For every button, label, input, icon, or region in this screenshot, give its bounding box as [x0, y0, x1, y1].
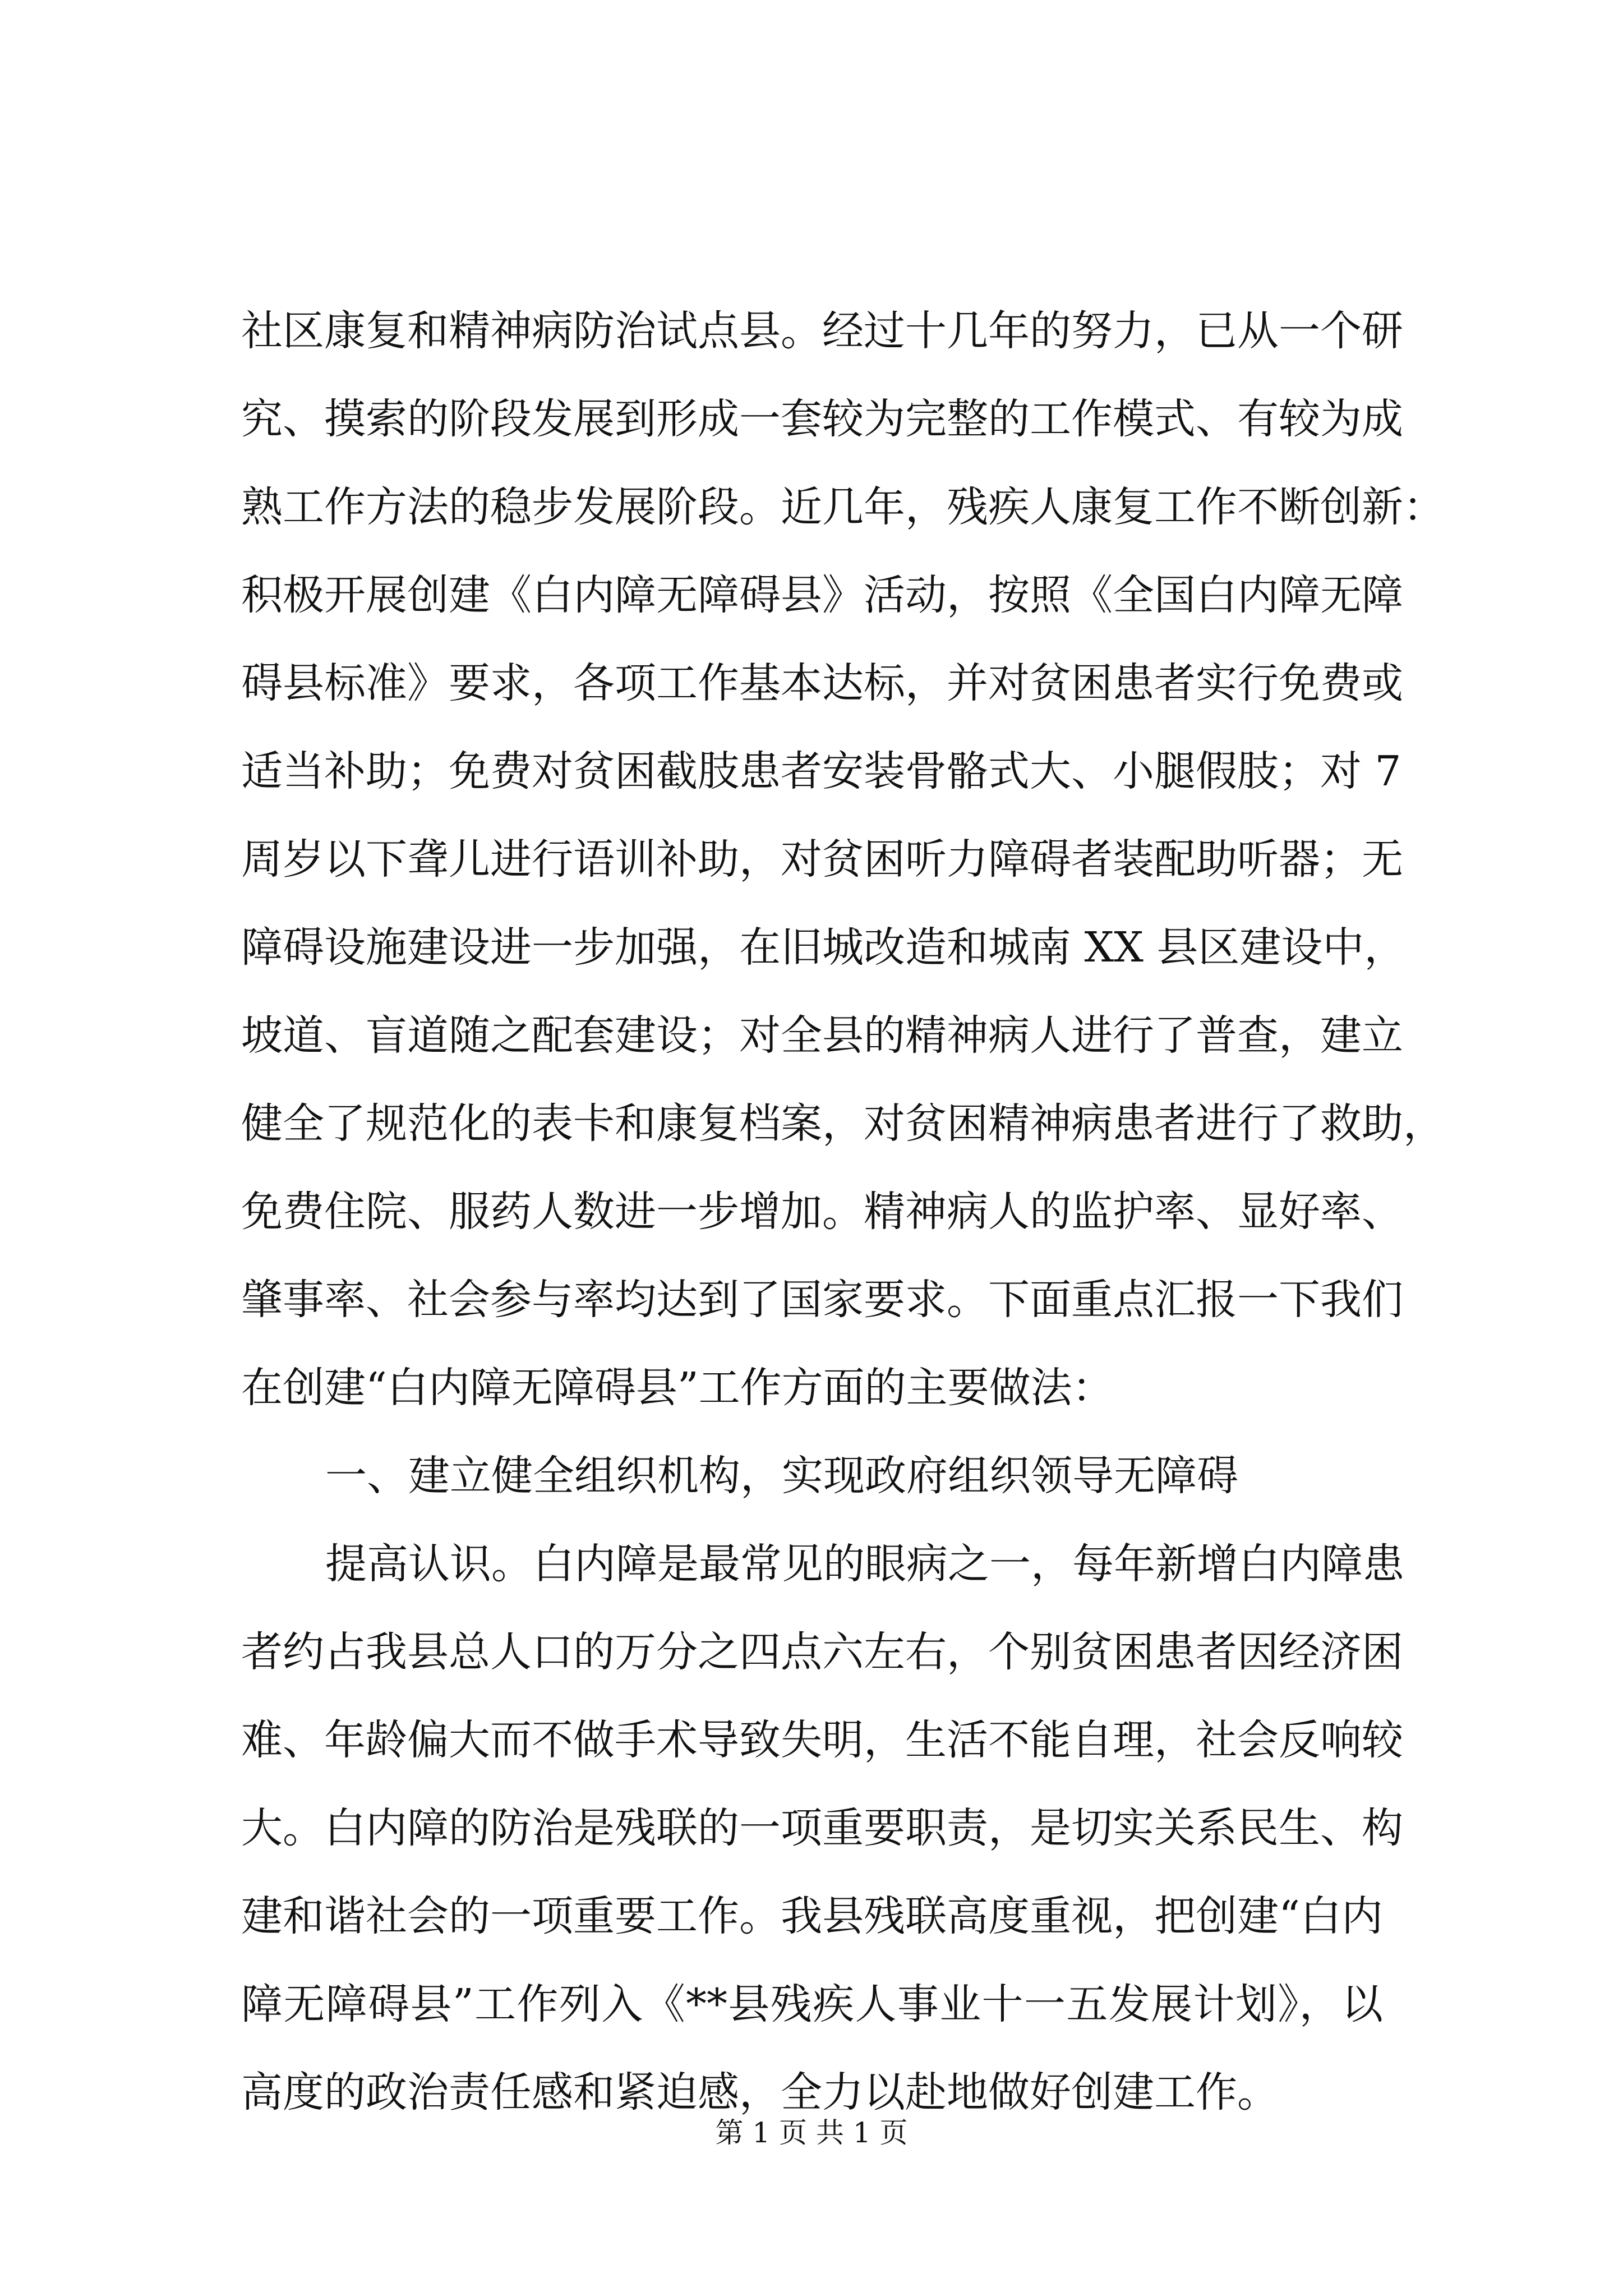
- text-line: 高度的政治责任感和紧迫感，全力以赴地做好创建工作。: [241, 2068, 1279, 2116]
- text-line: 周岁以下聋儿进行语训补助，对贫困听力障碍者装配助听器；无: [241, 835, 1403, 884]
- text-line: 免费住院、服药人数进一步增加。精神病人的监护率、显好率、: [241, 1188, 1403, 1236]
- text-line: 障无障碍县”工作列入《**县残疾人事业十一五发展计划》，以: [241, 1980, 1383, 2028]
- text-line: 者约占我县总人口的万分之四点六左右，个别贫困患者因经济困: [241, 1628, 1403, 1676]
- text-line: 障碍设施建设进一步加强，在旧城改造和城南 XX 县区建设中，: [241, 923, 1406, 972]
- page-footer: 第 1 页 共 1 页: [715, 2116, 908, 2149]
- text-line: 在创建“白内障无障碍县”工作方面的主要做法：: [241, 1364, 1114, 1412]
- text-line: 坡道、盲道随之配套建设；对全县的精神病人进行了普查，建立: [241, 1011, 1403, 1060]
- text-line: 社区康复和精神病防治试点县。经过十几年的努力，已从一个研: [241, 307, 1403, 355]
- text-line: 熟工作方法的稳步发展阶段。近几年，残疾人康复工作不断创新：: [241, 483, 1445, 531]
- text-line: 健全了规范化的表卡和康复档案，对贫困精神病患者进行了救助，: [241, 1099, 1445, 1148]
- text-line: 提高认识。白内障是最常见的眼病之一，每年新增白内障患: [325, 1540, 1404, 1588]
- text-line: 肇事率、社会参与率均达到了国家要求。下面重点汇报一下我们: [241, 1276, 1403, 1324]
- text-line: 究、摸索的阶段发展到形成一套较为完整的工作模式、有较为成: [241, 395, 1403, 443]
- text-line: 建和谐社会的一项重要工作。我县残联高度重视，把创建“白内: [241, 1892, 1383, 1940]
- text-line: 大。白内障的防治是残联的一项重要职责，是切实关系民生、构: [241, 1804, 1403, 1852]
- text-line: 积极开展创建《白内障无障碍县》活动，按照《全国白内障无障: [241, 571, 1403, 619]
- text-line: 碍县标准》要求，各项工作基本达标，并对贫困患者实行免费或: [241, 659, 1403, 707]
- document-body: [241, 287, 1445, 2137]
- text-line: 适当补助；免费对贫困截肢患者安装骨骼式大、小腿假肢；对 7: [241, 747, 1401, 795]
- text-line: 难、年龄偏大而不做手术导致失明，生活不能自理，社会反响较: [241, 1716, 1403, 1764]
- text-line: 一、建立健全组织机构，实现政府组织领导无障碍: [325, 1452, 1238, 1500]
